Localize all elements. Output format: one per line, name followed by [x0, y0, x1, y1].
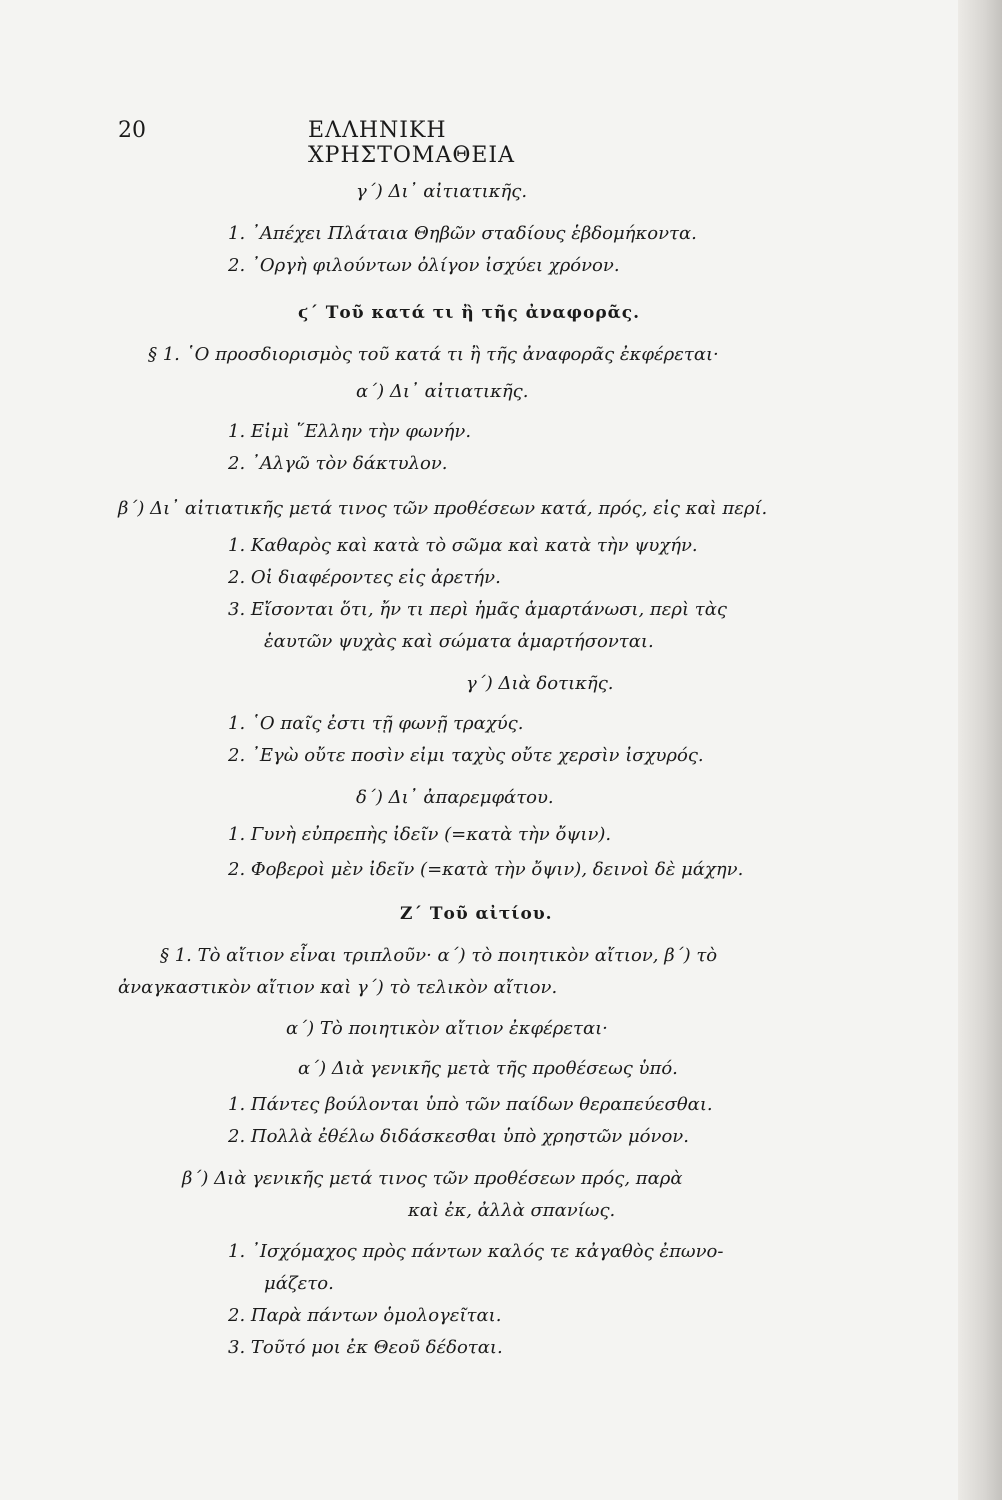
example-line: 2. ᾿Εγὼ οὔτε ποσὶν εἰμι ταχὺς οὔτε χερσὶν ἰσχυρός.	[228, 745, 704, 766]
example-line: 2. Οἱ διαφέροντες εἰς ἀρετήν.	[228, 567, 501, 588]
example-line: 2. ᾿Αλγῶ τὸν δάκτυλον.	[228, 453, 448, 474]
example-line: 1. ᾿Απέχει Πλάταια Θηβῶν σταδίους ἑβδομήκοντα.	[228, 223, 697, 244]
running-title: ΕΛΛΗΝΙΚΗ ΧΡΗΣΤΟΜΑΘΕΙΑ	[308, 118, 516, 168]
subsection-heading: α΄) Δι᾿ αἰτιατικῆς.	[356, 381, 529, 402]
example-line: 1. ῾Ο παῖς ἐστι τῇ φωνῇ τραχύς.	[228, 713, 524, 734]
example-line: 2. Παρὰ πάντων ὁμολογεῖται.	[228, 1305, 502, 1326]
example-line: 2. Φοβεροὶ μὲν ἰδεῖν (=κατὰ τὴν ὄψιν), δεινοὶ δὲ μάχην.	[228, 859, 744, 880]
example-line: 1. Εἰμὶ ῞Ελλην τὴν φωνήν.	[228, 421, 472, 442]
example-line: 1. ᾿Ισχόμαχος πρὸς πάντων καλός τε κἀγαθὸς ἐπωνο-	[228, 1241, 724, 1262]
subsection-heading: α΄) Διὰ γενικῆς μετὰ τῆς προθέσεως ὑπό.	[298, 1058, 678, 1079]
example-line: 3. Τοῦτό μοι ἐκ Θεοῦ δέδοται.	[228, 1337, 503, 1358]
page-number: 20	[118, 118, 146, 143]
paragraph-line: § 1. ῾Ο προσδιορισμὸς τοῦ κατά τι ἢ τῆς ἀναφορᾶς ἐκφέρεται·	[148, 344, 719, 365]
subsection-heading: β΄) Δι᾿ αἰτιατικῆς μετά τινος τῶν προθέσεων κατά, πρός, εἰς καὶ περί.	[118, 498, 768, 519]
paragraph-line: § 1. Τὸ αἴτιον εἶναι τριπλοῦν· α΄) τὸ ποιητικὸν αἴτιον, β΄) τὸ	[160, 945, 718, 966]
example-line: 1. Καθαρὸς καὶ κατὰ τὸ σῶμα καὶ κατὰ τὴν ψυχήν.	[228, 535, 698, 556]
subsection-heading: καὶ ἐκ, ἀλλὰ σπανίως.	[408, 1200, 616, 1221]
subsection-heading: γ΄) Δι᾿ αἰτιατικῆς.	[356, 181, 528, 202]
example-line: μάζετο.	[264, 1273, 334, 1294]
subsection-heading: γ΄) Διὰ δοτικῆς.	[466, 673, 614, 694]
example-line: 2. ᾿Οργὴ φιλούντων ὀλίγον ἰσχύει χρόνον.	[228, 255, 620, 276]
example-line: ἑαυτῶν ψυχὰς καὶ σώματα ἁμαρτήσονται.	[264, 631, 654, 652]
page-header	[118, 118, 658, 168]
example-line: 1. Πάντες βούλονται ὑπὸ τῶν παίδων θεραπεύεσθαι.	[228, 1094, 713, 1115]
subsection-heading: β΄) Διὰ γενικῆς μετά τινος τῶν προθέσεων πρός, παρὰ	[182, 1168, 683, 1189]
section-heading: Ζ΄ Τοῦ αἰτίου.	[400, 904, 553, 924]
page-edge-shadow	[958, 0, 1002, 1500]
paragraph-line: ἀναγκαστικὸν αἴτιον καὶ γ΄) τὸ τελικὸν αἴτιον.	[118, 977, 558, 998]
example-line: 1. Γυνὴ εὐπρεπὴς ἰδεῖν (=κατὰ τὴν ὄψιν).	[228, 824, 612, 845]
example-line: 3. Εἴσονται ὅτι, ἤν τι περὶ ἡμᾶς ἁμαρτάνωσι, περὶ τὰς	[228, 599, 727, 620]
subsection-heading: α΄) Τὸ ποιητικὸν αἴτιον ἐκφέρεται·	[286, 1018, 608, 1039]
section-heading: ϛ΄ Τοῦ κατά τι ἢ τῆς ἀναφορᾶς.	[298, 303, 641, 323]
subsection-heading: δ΄) Δι᾿ ἀπαρεμφάτου.	[356, 787, 554, 808]
example-line: 2. Πολλὰ ἐθέλω διδάσκεσθαι ὑπὸ χρηστῶν μόνον.	[228, 1126, 689, 1147]
